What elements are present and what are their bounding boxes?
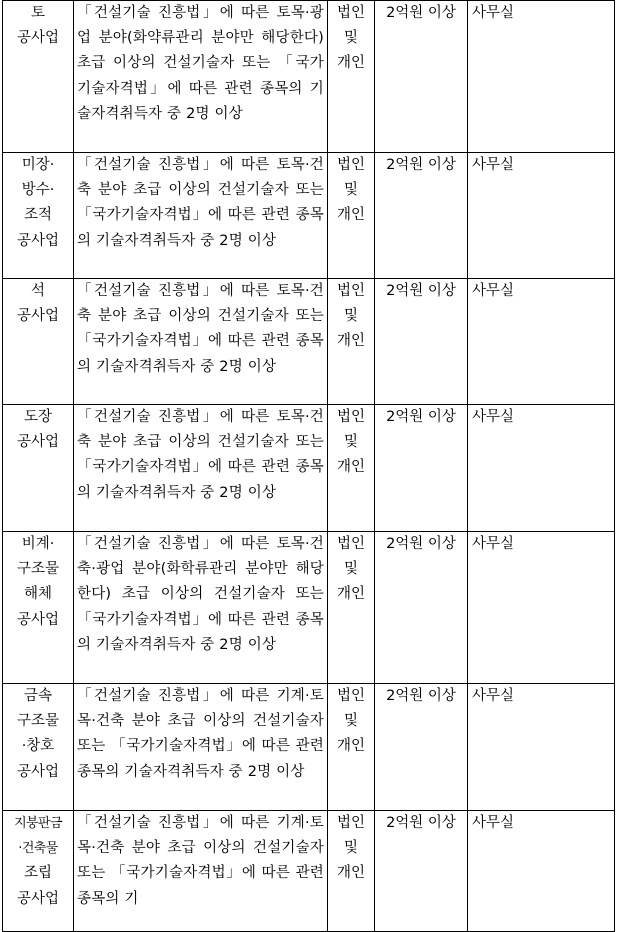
- facility-requirement-cell: 사무실: [468, 684, 615, 811]
- entity-type-line: 개인: [336, 459, 365, 476]
- entity-type-cell: [328, 1, 375, 153]
- technical-requirement-cell: 「건설기술 진흥법」에 따른 토목·건축·광업 분야(화학류관리 분야만 해당한다) 초급 이상의 건설기술자 또는 「국가기술자격법」에 따른 관련 종목의 기술자격취득자 중 2명 이상: [74, 532, 328, 684]
- business-type-line: 지붕판금: [14, 816, 62, 831]
- capital-requirement-cell: 2억원 이상: [375, 279, 468, 405]
- entity-type-cell: [328, 405, 375, 532]
- entity-type-line: 법인: [336, 409, 365, 425]
- table-row: [3, 153, 615, 279]
- entity-type-cell: [328, 532, 375, 684]
- entity-type-cell: [328, 153, 375, 279]
- entity-type-cell: [328, 684, 375, 811]
- business-type-cell: [3, 153, 74, 279]
- technical-requirement-cell: 「건설기술 진흥법」에 따른 토목·건축 분야 초급 이상의 건설기술자 또는 「국가기술자격법」에 따른 관련 종목의 기술자격취득자 중 2명 이상: [74, 279, 328, 405]
- business-type-line: 공사업: [16, 890, 60, 907]
- business-type-line: 공사업: [16, 434, 60, 451]
- entity-type-line: 법인: [336, 536, 365, 552]
- entity-type-line: 및: [343, 30, 358, 47]
- business-type-cell: [3, 684, 74, 811]
- business-type-line: 해체: [23, 586, 52, 603]
- business-type-line: 공사업: [16, 30, 60, 47]
- table-row: [3, 811, 615, 932]
- entity-type-cell: [328, 279, 375, 405]
- entity-type-line: 법인: [336, 815, 365, 831]
- business-type-cell: [3, 532, 74, 684]
- business-type-line: ·창호: [21, 738, 55, 755]
- capital-requirement-cell: 2억원 이상: [375, 684, 468, 811]
- entity-type-line: 개인: [336, 55, 365, 72]
- facility-requirement-cell: 사무실: [468, 405, 615, 532]
- entity-type-line: 및: [343, 561, 358, 578]
- table-row: [3, 1, 615, 153]
- entity-type-line: 및: [343, 840, 358, 857]
- business-type-line: 공사업: [16, 308, 60, 325]
- business-type-line: 금속: [23, 688, 52, 704]
- business-type-cell: [3, 405, 74, 532]
- business-type-line: 구조물: [16, 561, 60, 578]
- entity-type-line: 법인: [336, 283, 365, 299]
- business-type-line: 토: [30, 5, 45, 21]
- technical-requirement-cell: 「건설기술 진흥법」에 따른 기계·토목·건축 분야 초급 이상의 건설기술자 또는 「국가기술자격법」에 따른 관련 종목의 기: [74, 811, 328, 932]
- table-row: [3, 532, 615, 684]
- capital-requirement-cell: 2억원 이상: [375, 811, 468, 932]
- entity-type-line: 법인: [336, 688, 365, 704]
- technical-requirement-cell: 「건설기술 진흥법」에 따른 토목·건축 분야 초급 이상의 건설기술자 또는 「국가기술자격법」에 따른 관련 종목의 기술자격취득자 중 2명 이상: [74, 153, 328, 279]
- technical-requirement-cell: 「건설기술 진흥법」에 따른 토목·건축 분야 초급 이상의 건설기술자 또는 「국가기술자격법」에 따른 관련 종목의 기술자격취득자 중 2명 이상: [74, 405, 328, 532]
- table-row: [3, 279, 615, 405]
- capital-requirement-cell: 2억원 이상: [375, 153, 468, 279]
- entity-type-line: 및: [343, 713, 358, 730]
- facility-requirement-cell: 사무실: [468, 811, 615, 932]
- business-type-line: 조적: [23, 207, 52, 224]
- business-type-line: 방수·: [21, 182, 55, 199]
- entity-type-line: 및: [343, 182, 358, 199]
- entity-type-line: 개인: [336, 738, 365, 755]
- document-page: [2, 0, 615, 932]
- technical-requirement-cell: 「건설기술 진흥법」에 따른 토목·광업 분야(화약류관리 분야만 해당한다) 초급 이상의 건설기술자 또는 「국가기술자격법」에 따른 관련 종목의 기술자격취득자 중 2명 이상: [74, 1, 328, 153]
- table-row: [3, 405, 615, 532]
- business-type-line: 공사업: [16, 611, 60, 628]
- capital-requirement-cell: 2억원 이상: [375, 1, 468, 153]
- entity-type-cell: [328, 811, 375, 932]
- facility-requirement-cell: 사무실: [468, 1, 615, 153]
- entity-type-line: 개인: [336, 333, 365, 350]
- facility-requirement-cell: 사무실: [468, 532, 615, 684]
- business-type-line: 도장: [23, 409, 52, 425]
- table-row: [3, 684, 615, 811]
- entity-type-line: 법인: [336, 157, 365, 173]
- facility-requirement-cell: 사무실: [468, 153, 615, 279]
- business-type-line: 석: [30, 283, 45, 299]
- entity-type-line: 법인: [336, 5, 365, 21]
- business-type-line: 공사업: [16, 232, 60, 249]
- capital-requirement-cell: 2억원 이상: [375, 405, 468, 532]
- business-type-cell: [3, 279, 74, 405]
- capital-requirement-cell: 2억원 이상: [375, 532, 468, 684]
- entity-type-line: 개인: [336, 207, 365, 224]
- business-type-line: 구조물: [16, 713, 60, 730]
- registration-requirements-table: [2, 0, 615, 932]
- facility-requirement-cell: 사무실: [468, 279, 615, 405]
- business-type-line: 공사업: [16, 763, 60, 780]
- entity-type-line: 개인: [336, 586, 365, 603]
- technical-requirement-cell: 「건설기술 진흥법」에 따른 기계·토목·건축 분야 초급 이상의 건설기술자 또는 「국가기술자격법」에 따른 관련 종목의 기술자격취득자 중 2명 이상: [74, 684, 328, 811]
- business-type-line: ·건축물: [18, 841, 58, 857]
- entity-type-line: 및: [343, 434, 358, 451]
- business-type-line: 비계·: [21, 536, 55, 552]
- business-type-cell: [3, 1, 74, 153]
- entity-type-line: 및: [343, 308, 358, 325]
- entity-type-line: 개인: [336, 865, 365, 882]
- business-type-line: 미장·: [21, 157, 55, 173]
- business-type-line: 조립: [23, 865, 52, 882]
- business-type-cell: [3, 811, 74, 932]
